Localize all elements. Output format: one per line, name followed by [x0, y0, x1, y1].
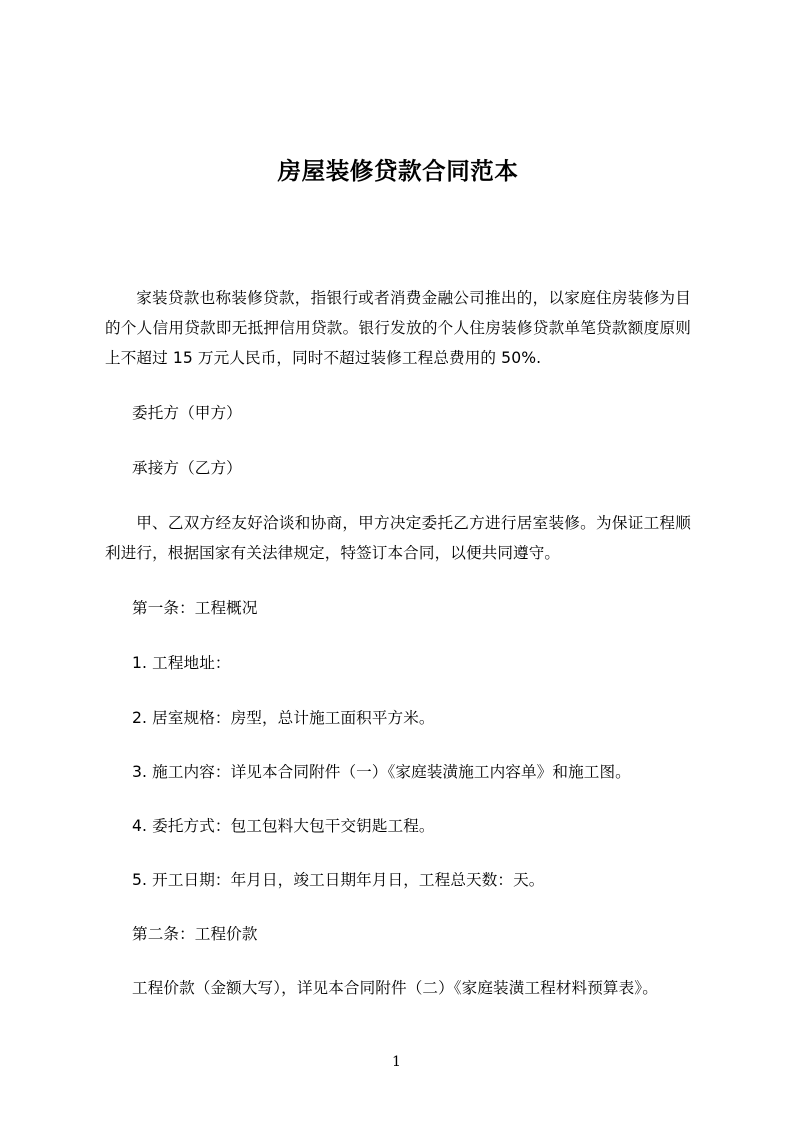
paragraph-spacer: [105, 949, 691, 973]
article-1-item-5: 5. 开工日期：年月日，竣工日期年月日，工程总天数：天。: [132, 871, 545, 889]
article-1-item-2: 2. 居室规格：房型，总计施工面积平方米。: [132, 709, 435, 727]
paragraph-spacer: [105, 787, 691, 811]
heading-article-1: 第一条：工程概况: [132, 599, 258, 617]
paragraph-spacer: [105, 895, 691, 919]
article-1-item-1: 1. 工程地址：: [132, 654, 231, 672]
paragraph-spacer: [105, 623, 691, 648]
page-number: 1: [392, 1054, 401, 1070]
document-title: 房屋装修贷款合同范本: [277, 156, 519, 185]
paragraph-party-b: 承接方（乙方）: [132, 459, 242, 477]
paragraph-spacer: [105, 483, 691, 508]
paragraph-party-a: 委托方（甲方）: [132, 404, 242, 422]
paragraph-preamble: 甲、乙双方经友好洽谈和协商，甲方决定委托乙方进行居室装修。为保证工程顺利进行，根据国家有关法律规定，特签订本合同，以便共同遵守。: [105, 514, 691, 562]
heading-article-2: 第二条：工程价款: [132, 925, 258, 943]
article-1-item-4: 4. 委托方式：包工包料大包干交钥匙工程。: [132, 817, 435, 835]
paragraph-spacer: [105, 678, 691, 703]
article-1-item-3: 3. 施工内容：详见本合同附件（一）《家庭装潢施工内容单》和施工图。: [132, 763, 631, 781]
paragraph-spacer: [105, 568, 691, 593]
paragraph-spacer: [105, 733, 691, 757]
paragraph-intro: 家装贷款也称装修贷款，指银行或者消费金融公司推出的，以家庭住房装修为目的个人信用贷款即无抵押信用贷款。银行发放的个人住房装修贷款单笔贷款额度原则上不超过 15 万元人民币，同时不超过装修工程总费用的 50%.: [105, 289, 691, 367]
document-content: [105, 283, 691, 1003]
paragraph-spacer: [105, 373, 691, 398]
article-2-body: 工程价款（金额大写），详见本合同附件（二）《家庭装潢工程材料预算表》。: [132, 979, 658, 997]
paragraph-spacer: [105, 841, 691, 865]
paragraph-spacer: [105, 428, 691, 453]
